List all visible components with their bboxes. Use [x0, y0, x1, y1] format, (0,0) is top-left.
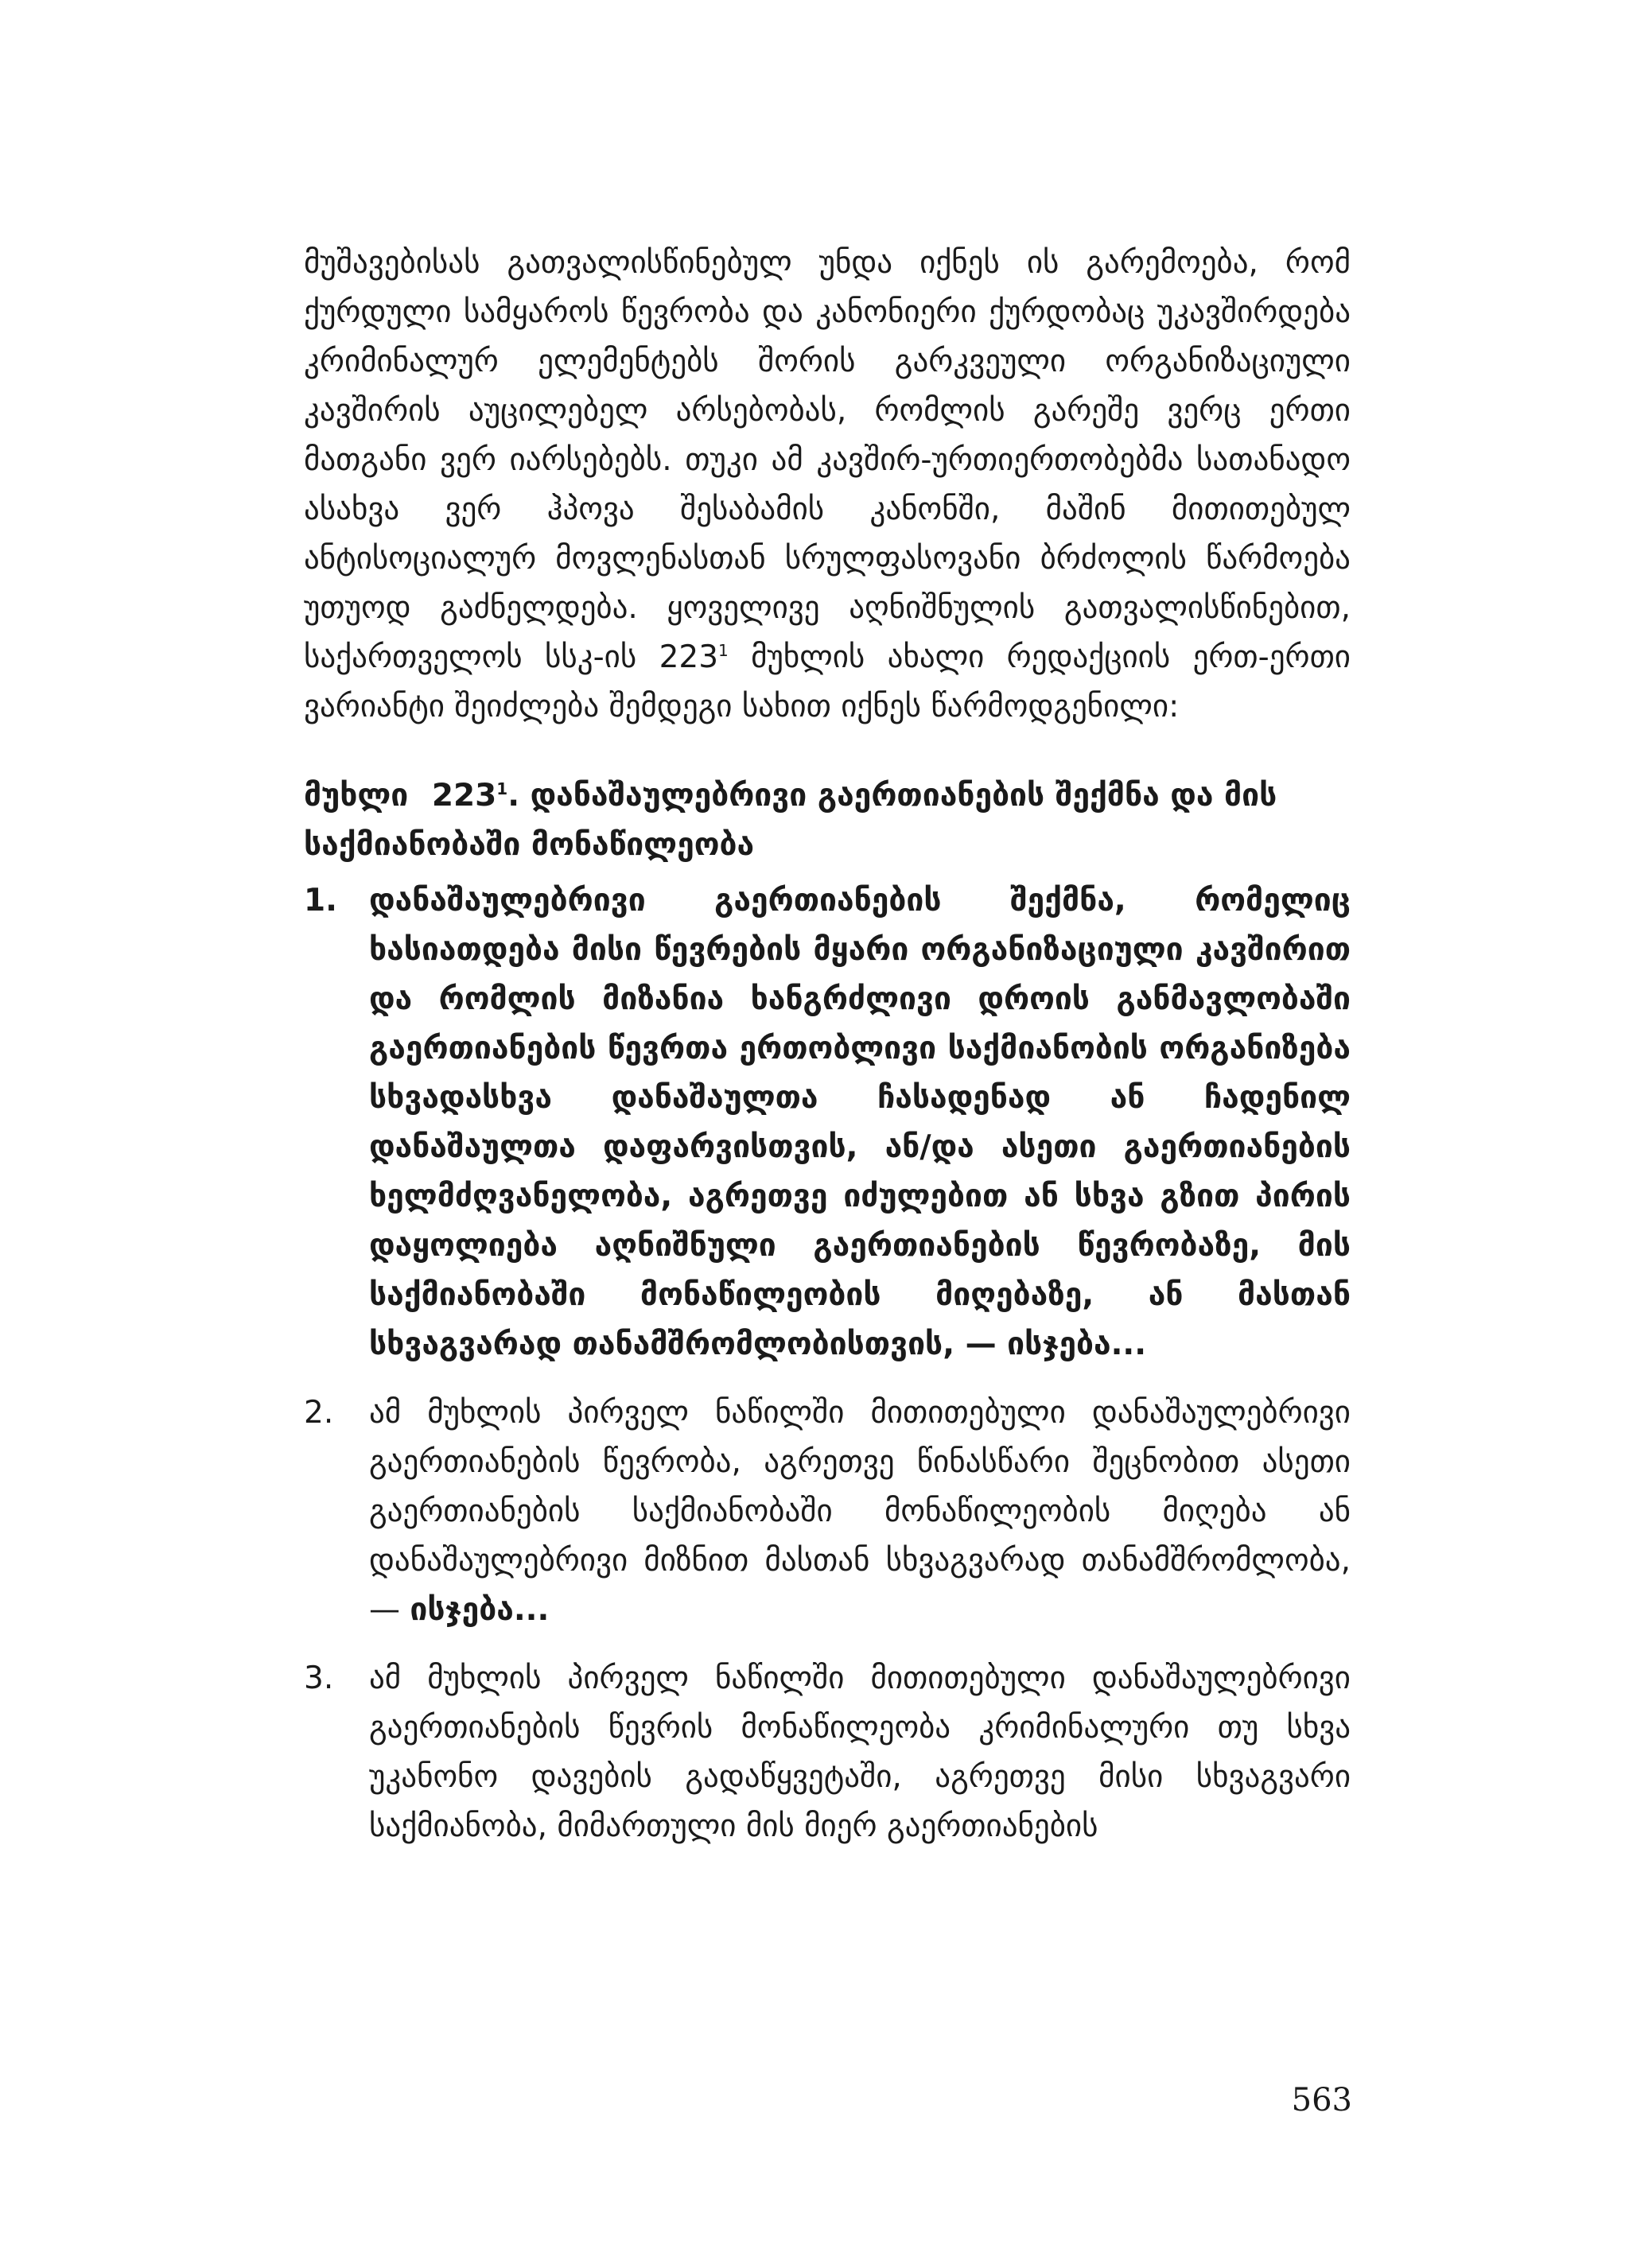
list-item-text: ამ მუხლის პირველ ნაწილში მითითებული დანაშაულებრივი გაერთიანების წევრობა, აგრეთვე წინასწარი შეცნობით ასეთი გაერთიანების საქმიანობაში მონაწილეობის მიღება ან დანაშაულებრივი მიზნით მასთან სხვაგვარად თანამშრომლობა, —	[369, 1395, 1351, 1628]
page-body	[304, 239, 1351, 1870]
list-item	[304, 1654, 1351, 1851]
list-item-number: 2.	[304, 1395, 334, 1431]
intro-paragraph	[304, 239, 1351, 732]
list-item-number: 1.	[304, 883, 337, 918]
article-heading	[304, 771, 1351, 870]
article-superscript: 1	[496, 779, 508, 798]
article-parts-list	[304, 876, 1351, 1851]
list-item-number: 3.	[304, 1660, 334, 1696]
list-item-penalty: ისჯება...	[410, 1592, 550, 1628]
list-item-text: ამ მუხლის პირველ ნაწილში მითითებული დანაშაულებრივი გაერთიანების წევრის მონაწილეობა კრიმინალური თუ სხვა უკანონო დავების გადაწყვეტაში, აგრეთვე მისი სხვაგვარი საქმიანობა, მიმართული მის მიერ გაერთიანების	[369, 1660, 1351, 1844]
list-item	[304, 876, 1351, 1369]
list-item-text: დანაშაულებრივი გაერთიანების შექმნა, რომელიც ხასიათდება მისი წევრების მყარი ორგანიზაციული კავშირით და რომლის მიზანია ხანგრძლივი დროის განმავლობაში გაერთიანების წევრთა ერთობლივი საქმიანობის ორგანიზება სხვადასხვა დანაშაულთა ჩასადენად ან ჩადენილ დანაშაულთა დაფარვისთვის, ან/და ასეთი გაერთიანების ხელმძღვანელობა, აგრეთვე იძულებით ან სხვა გზით პირის დაყოლიება აღნიშნული გაერთიანების წევრობაზე, მის საქმიანობაში მონაწილეობის მიღებაზე, ან მასთან სხვაგვარად თანამშრომლობისთვის, — ისჯება...	[369, 883, 1351, 1362]
article-number: 223	[431, 778, 497, 814]
intro-text: მუშავებისას გათვალისწინებულ უნდა იქნეს ის გარემოება, რომ ქურდული სამყაროს წევრობა და კანონიერი ქურდობაც უკავშირდება კრიმინალურ ელემენტებს შორის გარკვეული ორგანიზაციული კავშირის აუცილებელ არსებობას, რომლის გარეშე ვერც ერთი მათგანი ვერ იარსებებს. თუკი ამ კავშირ-ურთიერთობებმა სათანადო ასახვა ვერ ჰპოვა შესაბამის კანონში, მაშინ მითითებულ ანტისოციალურ მოვლენასთან სრულფასოვანი ბრძოლის წარმოება უთუოდ გაძნელდება. ყოველივე აღნიშნულის გათვალისწინებით, საქართველოს სსკ-ის 223	[304, 245, 1351, 675]
intro-text-end: მუხლის ახალი რედაქციის ერთ-ერთი ვარიანტი შეიძლება შემდეგი სახით იქნეს წარმოდგენილი:	[304, 639, 1351, 724]
list-item	[304, 1388, 1351, 1635]
article-label: მუხლი	[304, 778, 409, 814]
article-title: . დანაშაულებრივი გაერთიანების შექმნა და მის საქმიანობაში მონაწილეობა	[304, 778, 1277, 863]
page-number: 563	[1291, 2082, 1352, 2118]
intro-superscript: 1	[718, 641, 729, 660]
